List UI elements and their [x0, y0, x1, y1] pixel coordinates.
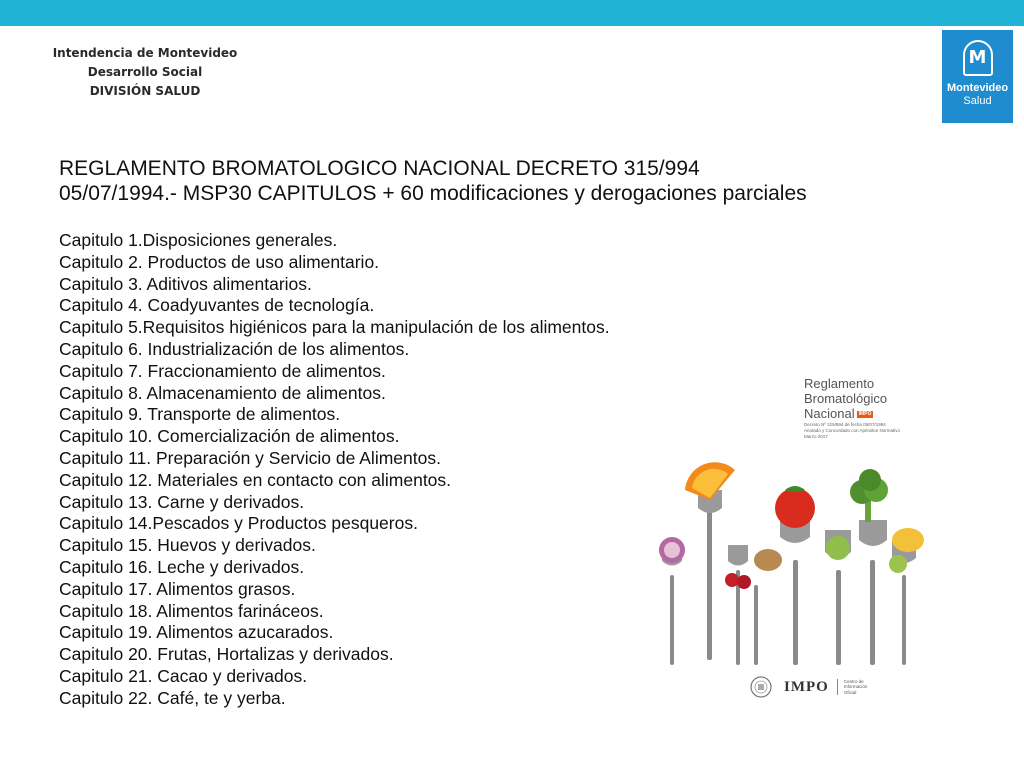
chapter-item: Capitulo 9. Transporte de alimentos.	[59, 404, 341, 425]
cover-note-line: Anotado y Concordado con Apéndice Normativo	[804, 428, 901, 433]
chapter-item: Capitulo 14.Pescados y Productos pesqueros.	[59, 513, 418, 534]
chapter-item: Capitulo 18. Alimentos farináceos.	[59, 600, 324, 621]
chapter-item: Capitulo 21. Cacao y derivados.	[59, 665, 308, 686]
green-tomato-icon	[889, 555, 907, 573]
chapter-item: Capitulo 1.Disposiciones generales.	[59, 230, 338, 250]
cover-note-line: Decreto Nº 315/994 de fecha 05/07/1994	[804, 422, 886, 427]
page-title	[59, 156, 989, 206]
cover-title-line	[804, 406, 934, 421]
chapter-item: Capitulo 19. Alimentos azucarados.	[59, 622, 334, 643]
tomato-icon	[775, 486, 815, 528]
cover-note	[804, 422, 929, 440]
publisher-subtitle-line: Oficial	[843, 689, 857, 695]
publisher-name: IMPO	[784, 678, 829, 695]
publisher-subtitle	[837, 679, 868, 696]
cover-title-line: Reglamento	[804, 376, 875, 391]
chapter-list	[59, 230, 610, 710]
chapter-item: Capitulo 4. Coadyuvantes de tecnología.	[59, 295, 375, 316]
publisher-subtitle-line: Centro de	[843, 678, 864, 684]
chapter-item: Capitulo 6. Industrialización de los alimentos.	[59, 338, 410, 359]
cover-title-line: Bromatológico	[804, 391, 888, 406]
chapter-item: Capitulo 22. Café, te y yerba.	[59, 687, 286, 708]
chapter-item: Capitulo 12. Materiales en contacto con alimentos.	[59, 469, 452, 490]
cover-title-line-text: Nacional	[804, 406, 855, 421]
cover-badge: IMPO	[858, 411, 872, 418]
title-line: REGLAMENTO BROMATOLOGICO NACIONAL DECRETO 315/994	[59, 157, 700, 180]
uruguay-seal-icon	[750, 676, 772, 698]
organization-header	[30, 44, 260, 101]
org-line: Desarrollo Social	[87, 65, 203, 79]
pepper-icon	[892, 528, 924, 552]
top-accent-bar	[0, 0, 1024, 26]
chapter-item: Capitulo 15. Huevos y derivados.	[59, 535, 316, 556]
cover-footer	[750, 672, 867, 702]
cover-title	[804, 376, 934, 421]
chapter-item: Capitulo 16. Leche y derivados.	[59, 556, 305, 577]
org-line: Intendencia de Montevideo	[52, 46, 238, 60]
chapter-item: Capitulo 7. Fraccionamiento de alimentos.	[59, 360, 386, 381]
brussels-sprout-icon	[826, 536, 850, 560]
book-cover-image	[640, 360, 940, 715]
org-line: DIVISIÓN SALUD	[89, 84, 201, 98]
montevideo-logo-icon: M	[963, 40, 993, 76]
chapter-item: Capitulo 13. Carne y derivados.	[59, 491, 305, 512]
orange-slice-icon	[685, 462, 735, 500]
logo-name: Montevideo	[946, 82, 1009, 94]
chapter-item: Capitulo 5.Requisitos higiénicos para la manipulación de los alimentos.	[59, 317, 610, 338]
chapter-item: Capitulo 3. Aditivos alimentarios.	[59, 273, 312, 294]
broccoli-icon	[850, 469, 888, 522]
potato-icon	[754, 549, 782, 571]
chapter-item: Capitulo 10. Comercialización de alimentos.	[59, 426, 400, 447]
chapter-item: Capitulo 20. Frutas, Hortalizas y derivados.	[59, 644, 394, 665]
chapter-item: Capitulo 11. Preparación y Servicio de Alimentos.	[59, 447, 441, 468]
title-line: 05/07/1994.- MSP30 CAPITULOS + 60 modificaciones y derogaciones parciales	[59, 182, 807, 205]
cover-note-line: Marzo 2017	[804, 434, 828, 439]
logo-subtitle: Salud	[963, 95, 992, 107]
chapter-item: Capitulo 2. Productos de uso alimentario.	[59, 251, 380, 272]
red-onion-icon	[659, 537, 685, 563]
chapter-item: Capitulo 8. Almacenamiento de alimentos.	[59, 382, 386, 403]
forks-with-vegetables-illustration	[640, 460, 940, 670]
montevideo-salud-logo	[942, 30, 1013, 123]
chapter-item: Capitulo 17. Alimentos grasos.	[59, 578, 296, 599]
publisher-subtitle-line: Información	[843, 684, 868, 690]
